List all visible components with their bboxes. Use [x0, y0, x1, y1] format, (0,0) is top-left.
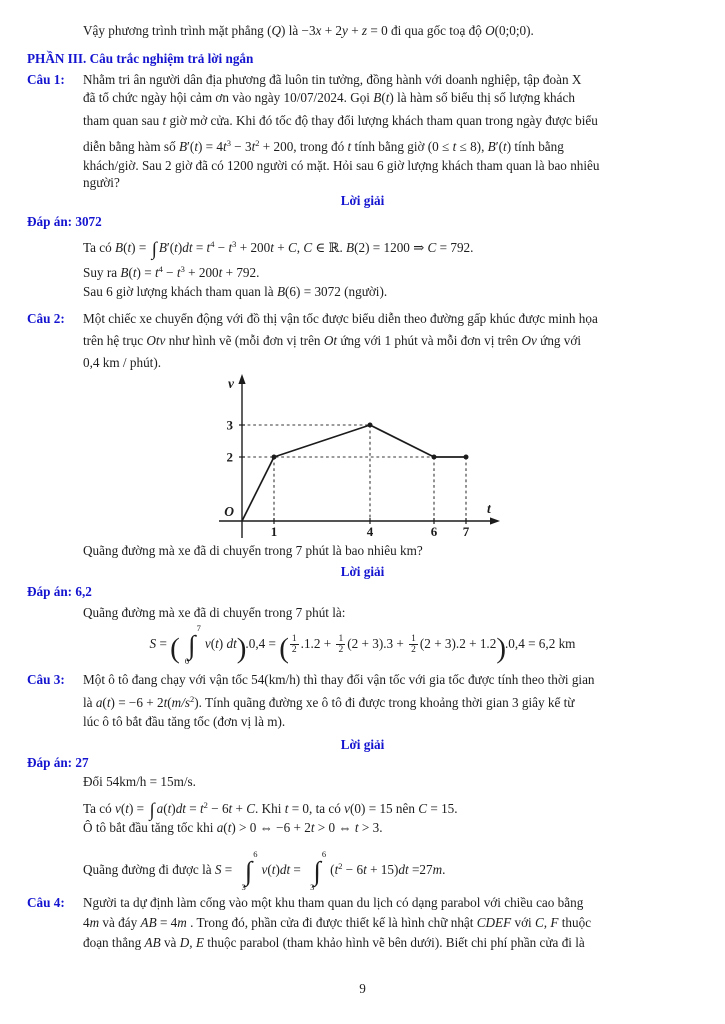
- velocity-polyline: [242, 425, 466, 521]
- y-axis-label: v: [228, 376, 234, 391]
- solution-1-line: Ta có B(t) = ∫ $B'(t)dt = t^4 - t^3 + 200t + C$, C ∈ ℝ. B(2) = 1200 ⇒ C = 792.: [83, 238, 474, 260]
- closing-line: Vậy phương trình trình mặt phẳng (Q) là −3x + 2y + z = 0 đi qua gốc toạ độ O(0;0;0).: [83, 23, 534, 38]
- question-4-label: Câu 4:: [27, 895, 65, 910]
- data-point: [368, 423, 373, 428]
- solution-2-intro: Quãng đường mà xe đã di chuyển trong 7 phút là:: [83, 605, 346, 620]
- section-heading: PHẦN III. Câu trắc nghiệm trả lời ngắn: [27, 51, 254, 66]
- answer-line-2: Đáp án: 6,2: [27, 584, 92, 599]
- question-3-line: Một ô tô đang chạy với vận tốc 54(km/h) thì thay đổi vận tốc với gia tốc được tính theo thời gian: [83, 672, 595, 687]
- data-point: [464, 455, 469, 460]
- solution-1-line: Sau 6 giờ lượng khách tham quan là B(6) = 3072 (người).: [83, 284, 388, 299]
- y-tick-label: 2: [226, 449, 233, 465]
- x-tick-label: 1: [270, 524, 278, 539]
- question-2-question: Quãng đường mà xe đã di chuyển trong 7 phút là bao nhiêu km?: [83, 543, 423, 558]
- question-4-line: Người ta dự định làm cổng vào một khu tham quan du lịch có dạng parabol với chiều cao bằng: [83, 895, 584, 910]
- x-tick-label: 7: [462, 524, 470, 539]
- t-axis-arrow: [490, 517, 500, 524]
- question-2-line: 0,4 km / phút).: [83, 355, 162, 370]
- question-1-line: diễn bằng hàm số $B'(t) = 4t^3 - 3t^2 + 200$, trong đó t tính bằng giờ (0 ≤ t ≤ 8), B′(t) tính bằng: [83, 138, 564, 154]
- question-3-line: lúc ô tô bắt đầu tăng tốc (đơn vị là m).: [83, 714, 286, 729]
- solution-heading-1: Lời giải: [340, 193, 385, 208]
- question-1-line: người?: [83, 175, 120, 190]
- solution-3-line: Đổi 54km/h = 15m/s.: [83, 774, 196, 789]
- question-2-line: trên hệ trục Otv như hình vẽ (mỗi đơn vị trên Ot ứng với 1 phút và mỗi đơn vị trên Ov ứng với: [83, 333, 582, 348]
- solution-heading-3: Lời giải: [340, 737, 385, 752]
- velocity-time-graph: [205, 372, 515, 551]
- solution-3-line: Quãng đường đi được là S = 6 ∫ 3 v(t)dt = 6 ∫ 3 $(t^2 - 6t + 15)dt =27m$.: [83, 849, 446, 893]
- fraction: $\frac{1}{2}$: [411, 634, 416, 656]
- solution-2-formula: S = ( 7 ∫ 0 v(t) dt).0,4 = ( $\frac{1}{2}$ .1.2 + $\frac{1}{2}$ (2 + 3).3 + $\frac{1}{2}$ (2 + 3).2 + 1.2).0,4 = 6,2 km: [149, 623, 576, 667]
- answer-line-1: Đáp án: 3072: [27, 214, 102, 229]
- x-axis-label: t: [487, 501, 491, 516]
- question-1-line: Nhằm tri ân người dân địa phương đã luôn tin tưởng, đồng hành với doanh nghiệp, tập đoàn X: [83, 72, 582, 87]
- question-1-line: khách/giờ. Sau 2 giờ đã có 1200 người có mặt. Hỏi sau 6 giờ lượng khách tham quan là bao nhiêu: [83, 158, 600, 173]
- question-2-label: Câu 2:: [27, 311, 65, 326]
- solution-1-line: Suy ra $B(t) = t^4 - t^3 + 200t + 792$.: [83, 264, 260, 280]
- answer-line-3: Đáp án: 27: [27, 755, 89, 770]
- y-tick-label: 3: [226, 417, 233, 433]
- x-tick-label: 4: [366, 524, 374, 539]
- question-2-line: Một chiếc xe chuyển động với đồ thị vận tốc được biểu diễn theo đường gấp khúc được minh họa: [83, 311, 598, 326]
- question-3-line: là $a(t) = -6 + 2t(m/s^2)$. Tính quãng đường xe ô tô đi được trong khoảng thời gian 3 giây kể từ: [83, 694, 575, 710]
- question-1-label: Câu 1:: [27, 72, 65, 87]
- fraction: $\frac{1}{2}$: [338, 634, 344, 656]
- data-point: [432, 455, 437, 460]
- solution-heading-2: Lời giải: [340, 564, 385, 579]
- integral-with-limits: 6 ∫ 3: [241, 849, 258, 893]
- page-number: 9: [359, 981, 366, 996]
- question-4-line: đoạn thẳng AB và D, E thuộc parabol (tham khảo hình vẽ bên dưới). Biết chi phí phần cửa đi là: [83, 935, 585, 950]
- integral-with-limits: 6 ∫ 3: [310, 849, 327, 893]
- solution-3-line: Ta có v(t) = ∫ $a(t)dt = t^2 - 6t + C$. Khi t = 0, ta có v(0) = 15 nên C = 15.: [83, 799, 458, 821]
- origin-label: O: [224, 504, 234, 519]
- data-point: [272, 455, 277, 460]
- velocity-time-chart: [205, 372, 515, 545]
- fraction: $\frac{1}{2}$: [291, 634, 297, 656]
- question-1-line: tham quan sau t giờ mở cửa. Khi đó tốc độ thay đổi lượng khách tham quan trong ngày được biểu: [83, 113, 598, 128]
- question-1-line: đã tổ chức ngày hội cảm ơn vào ngày 10/07/2024. Gọi B(t) là hàm số biểu thị số lượng khách: [83, 90, 575, 105]
- solution-3-line: Ô tô bắt đầu tăng tốc khi a(t) > 0 ⇔ −6 + 2t > 0 ⇔ t > 3.: [83, 820, 383, 835]
- question-4-line: 4m và đáy AB = 4m . Trong đó, phần cửa đi được thiết kế là hình chữ nhật CDEF với C, F thuộc: [83, 915, 592, 930]
- integral-with-limits: 7 ∫ 0: [184, 623, 201, 667]
- x-tick-label: 6: [430, 524, 438, 539]
- v-axis-arrow: [238, 374, 245, 384]
- question-3-label: Câu 3:: [27, 672, 65, 687]
